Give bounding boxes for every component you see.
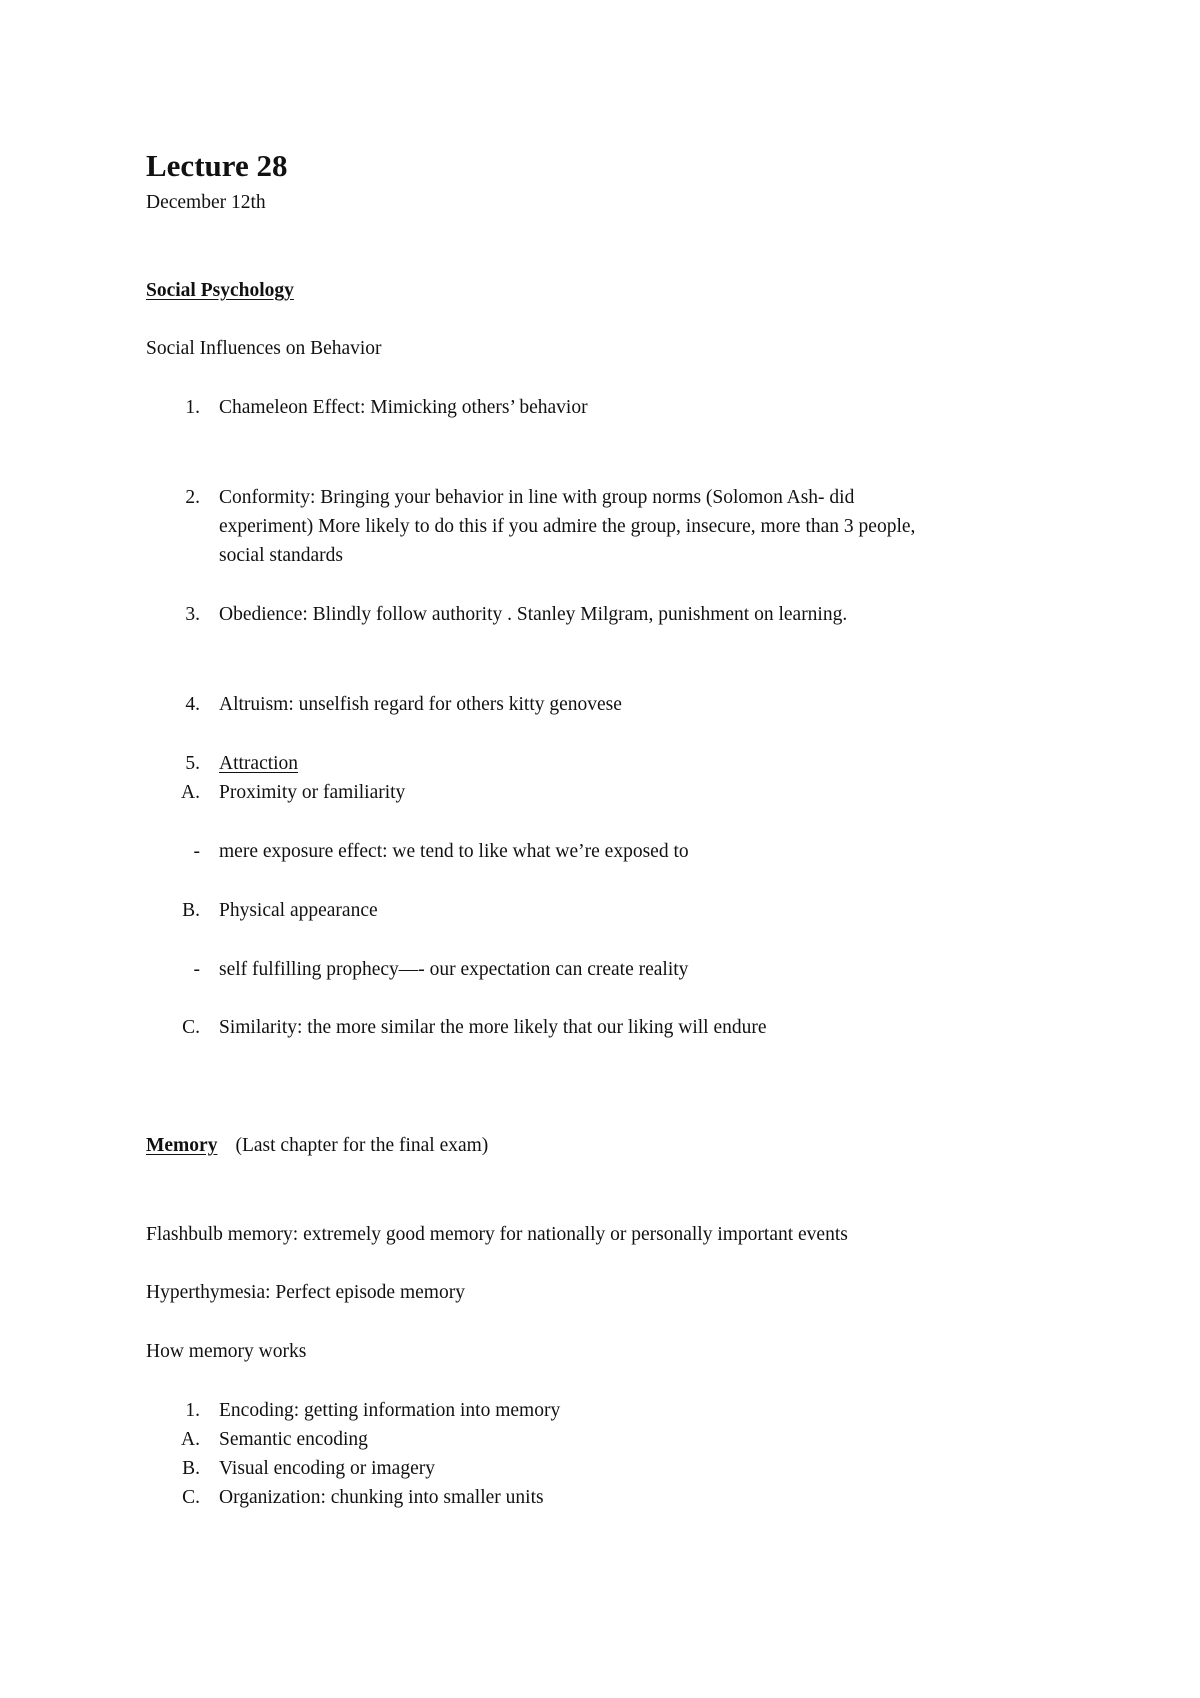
section-heading-social-psychology: Social Psychology	[146, 280, 294, 301]
list-marker: -	[193, 841, 200, 862]
list-item-attraction: Attraction	[219, 753, 299, 774]
list-marker: 3.	[185, 604, 200, 625]
list-marker: C.	[182, 1487, 200, 1508]
section-subheading: Social Influences on Behavior	[146, 338, 382, 359]
list-item-line: Conformity: Bringing your behavior in line with group norms (Solomon Ash- did	[219, 487, 855, 508]
list-marker: 2.	[185, 487, 200, 508]
hyperthymesia-text: Hyperthymesia: Perfect episode memory	[146, 1282, 465, 1303]
memory-heading-line	[146, 1131, 488, 1160]
flashbulb-memory-text: Flashbulb memory: extremely good memory for nationally or personally important events	[146, 1224, 848, 1245]
list-marker: C.	[182, 1017, 200, 1038]
list-marker: B.	[182, 900, 200, 921]
section-heading-memory: Memory	[146, 1135, 218, 1156]
list-item: Obedience: Blindly follow authority . Stanley Milgram, punishment on learning.	[219, 604, 848, 625]
list-item-line: social standards	[219, 545, 344, 566]
list-marker: B.	[182, 1458, 200, 1479]
sub-list-item: self fulfilling prophecy—- our expectation can create reality	[219, 959, 689, 980]
sub-list-item: Proximity or familiarity	[219, 782, 406, 803]
list-item: Encoding: getting information into memory	[219, 1400, 561, 1421]
sub-list-item: Visual encoding or imagery	[219, 1458, 435, 1479]
how-memory-works-text: How memory works	[146, 1341, 307, 1362]
list-marker: 1.	[185, 1400, 200, 1421]
sub-list-item: Similarity: the more similar the more likely that our liking will endure	[219, 1017, 767, 1038]
list-marker: A.	[181, 782, 200, 803]
sub-list-item: Semantic encoding	[219, 1429, 368, 1450]
list-item: Chameleon Effect: Mimicking others’ behavior	[219, 397, 588, 418]
list-item-line: experiment) More likely to do this if you admire the group, insecure, more than 3 people,	[219, 516, 916, 537]
list-marker: 5.	[185, 753, 200, 774]
page-title: Lecture 28	[146, 148, 288, 183]
list-marker: 4.	[185, 694, 200, 715]
list-marker: A.	[181, 1429, 200, 1450]
list-marker: 1.	[185, 397, 200, 418]
lecture-date: December 12th	[146, 192, 266, 213]
sub-list-item: Physical appearance	[219, 900, 378, 921]
memory-note: (Last chapter for the final exam)	[235, 1135, 489, 1156]
list-item: Altruism: unselfish regard for others kitty genovese	[219, 694, 622, 715]
list-marker: -	[193, 959, 200, 980]
sub-list-item: mere exposure effect: we tend to like what we’re exposed to	[219, 841, 689, 862]
sub-list-item: Organization: chunking into smaller units	[219, 1487, 544, 1508]
